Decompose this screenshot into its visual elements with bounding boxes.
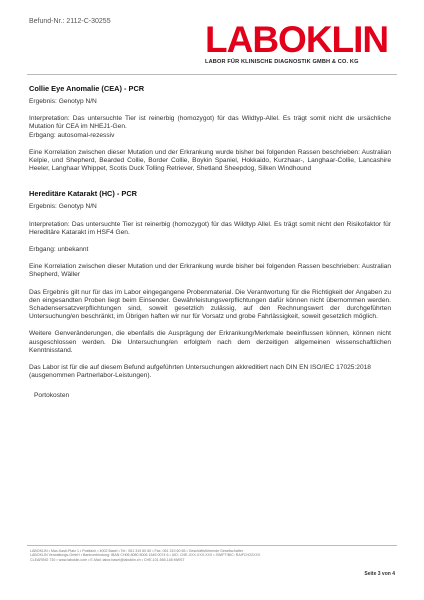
footer-contact <box>30 549 360 562</box>
logo-subtitle: LABOR FÜR KLINISCHE DIAGNOSTIK GMBH & CO. KG <box>205 59 359 65</box>
cea-title: Collie Eye Anomalie (CEA) - PCR <box>29 84 145 93</box>
hc-title: Hereditäre Katarakt (HC) - PCR <box>29 189 138 199</box>
hc-korrelation: Eine Korrelation zwischen dieser Mutation und der Erkrankung wurde bisher bei folgenden Rassen beschrieben: Australian Shepherd, Wäller <box>29 263 391 279</box>
header-divider <box>27 74 397 75</box>
befund-number: Befund-Nr.: 2112-C-30255 <box>29 18 111 25</box>
logo-wordmark: LABOKLIN <box>205 19 389 60</box>
page-number: Seite 3 von 4 <box>364 571 395 577</box>
footer-line-3: CLEARING 730 • www.laboklin.com • E-Mail: labor.basel@laboklin.ch • CHE-101.565.148 MWST <box>30 557 185 562</box>
hc-ergebnis: Ergebnis: Genotyp N/N <box>29 203 97 211</box>
footer-line-2: LABOKLIN Verwaltungs-GmbH • Bankverbindung: IBAN CH06 8080 8006 1545 0074 6 • UID: CHE-XXX.XXX.XXX • SWIFT/BIC: RAIFCH22XXX <box>30 553 261 558</box>
disclaimer-weitere: Weitere Genveränderungen, die ebenfalls die Ausprägung der Erkrankung/Merkmale beeinflussen können, können nicht ausgeschlossen werden. Die Untersuchung/en erfolgte/n nach dem derzeitigen allgemeinen wissenschaftlichen Kenntnisstand. <box>29 330 391 354</box>
accreditation-text: Das Labor ist für die auf diesem Befund aufgeführten Untersuchungen akkreditiert nach DIN EN ISO/IEC 17025:2018 <box>29 364 371 372</box>
cea-interpretation: Interpretation: Das untersuchte Tier ist reinerbig (homozygot) für das Wildtyp-Allel. Es trägt somit nicht die ursächliche Mutation für CEA im NHEJ1-Gen. <box>29 115 391 131</box>
accreditation-note: (ausgenommen Partnerlabor-Leistungen). <box>29 372 152 380</box>
laboklin-logo <box>205 19 395 65</box>
footer-line-1: LABOKLIN • Max-Kastl-Platz 1 • Postfach • 4002 Basel • Tel.: 061 319 60 60 • Fax: 061 319 60 65 • Geschäftsführende Gesellschafter <box>30 549 244 553</box>
report-body <box>29 84 391 410</box>
portokosten-label: Portokosten <box>34 392 70 400</box>
cea-erbgang: Erbgang: autosomal-rezessiv <box>29 131 115 139</box>
hc-erbgang: Erbgang: unbekannt <box>29 246 89 254</box>
disclaimer-ergebnis: Das Ergebnis gilt nur für das im Labor eingegangene Probenmaterial. Die Verantwortung für die Richtigkeit der Angaben zu den eingesandten Proben liegt beim Einsender. Gewährleistungsverpflichtungen dafür können nicht übernommen werden. Schadensersatzverpflichtungen sind, soweit gesetzlich zulässig, auf den Rechnungswert der durchgeführten Untersuchung/en beschränkt, im Übrigen haften wir nur für Vorsatz und grobe Fahrlässigkeit, soweit gesetzlich möglich. <box>29 288 391 321</box>
cea-korrelation: Eine Korrelation zwischen dieser Mutation und der Erkrankung wurde bisher bei folgenden Rassen beschrieben: Australian Kelpie, und Shepherd, Bearded Collie, Border Collie, Boykin Spaniel, Hokkaido, Kurzhaar-, Langhaar-Collie, Lancashire Heeler, Langhaar Whippet, Scotis Duck Tolling Retriever, Shetland Sheepdog, Silken Windhound <box>29 148 391 173</box>
section-spacer <box>29 182 391 189</box>
hc-interpretation: Interpretation: Das untersuchte Tier ist reinerbig (homozygot) für das Wildtyp Allel. Es trägt somit nicht den Risikofaktor für Hereditäre Katarakt im HSF4 Gen. <box>29 220 391 236</box>
cea-ergebnis: Ergebnis: Genotyp N/N <box>29 98 97 105</box>
footer-divider <box>27 545 397 546</box>
